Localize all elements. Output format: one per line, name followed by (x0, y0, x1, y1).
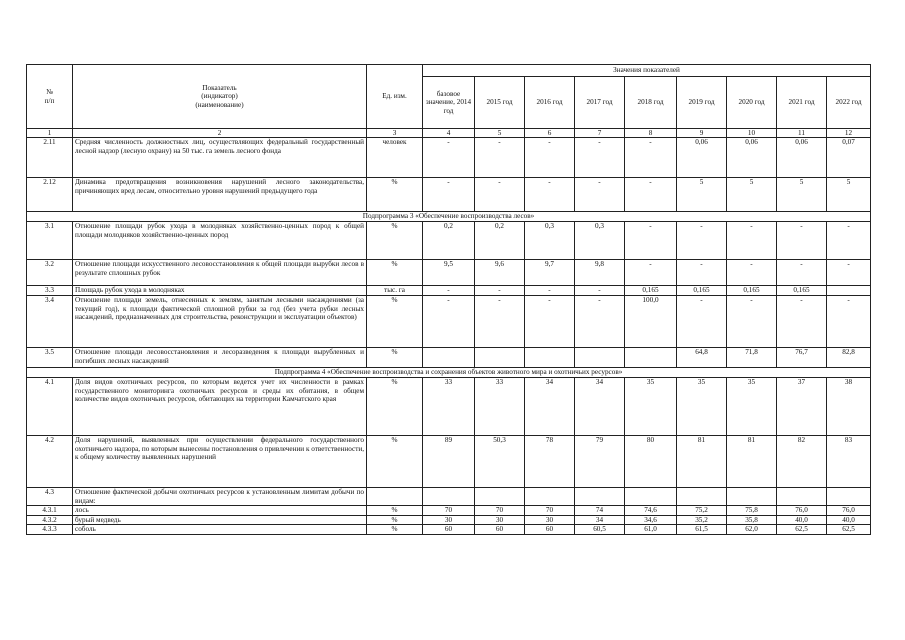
value-cell: 64,8 (677, 348, 727, 368)
value-cell: 35,8 (727, 515, 777, 525)
indicator-name: Динамика предотвращения возникновения нарушений лесного законодательства, причиняющих вред лесам, относительно уровня нарушений предыдущего года (73, 178, 367, 212)
value-cell (525, 488, 575, 506)
value-cell: 5 (677, 178, 727, 212)
value-cell: 40,0 (827, 515, 871, 525)
value-cell: 33 (475, 378, 525, 436)
value-cell: 70 (423, 506, 475, 516)
header-year-3: 2017 год (575, 77, 625, 129)
table-body (27, 138, 871, 535)
indicator-name: Отношение площади лесовосстановления и лесоразведения к площади вырубленных и погибших лесных насаждений (73, 348, 367, 368)
value-cell: - (727, 260, 777, 286)
row-number: 3.1 (27, 222, 73, 260)
value-cell: 9,7 (525, 260, 575, 286)
indicator-name: Отношение площади искусственного лесовосстановления к общей площади вырубки лесов в результате сплошных рубок (73, 260, 367, 286)
value-cell: 78 (525, 436, 575, 488)
value-cell: 50,3 (475, 436, 525, 488)
unit-cell: % (367, 348, 423, 368)
value-cell: 82 (777, 436, 827, 488)
value-cell: 30 (423, 515, 475, 525)
value-cell: 74 (575, 506, 625, 516)
table-row (27, 222, 871, 260)
table-row (27, 506, 871, 516)
value-cell: 70 (475, 506, 525, 516)
header-year-5: 2019 год (677, 77, 727, 129)
value-cell: 76,0 (777, 506, 827, 516)
table-header (27, 65, 871, 138)
unit-cell: % (367, 436, 423, 488)
value-cell: 62,5 (777, 525, 827, 535)
value-cell (575, 488, 625, 506)
value-cell: 37 (777, 378, 827, 436)
unit-cell: человек (367, 138, 423, 178)
value-cell: 30 (475, 515, 525, 525)
value-cell: - (777, 296, 827, 348)
section-title: Подпрограмма 3 «Обеспечение воспроизводства лесов» (27, 212, 871, 222)
header-colnum-3: 3 (367, 129, 423, 138)
value-cell: 60 (475, 525, 525, 535)
header-num: № п/п (27, 65, 73, 129)
value-cell: - (575, 178, 625, 212)
unit-cell: % (367, 506, 423, 516)
value-cell: 0,06 (677, 138, 727, 178)
header-colnum-5: 5 (475, 129, 525, 138)
header-year-7: 2021 год (777, 77, 827, 129)
value-cell: 0,2 (423, 222, 475, 260)
value-cell: - (575, 286, 625, 296)
value-cell: 0,2 (475, 222, 525, 260)
value-cell: 89 (423, 436, 475, 488)
value-cell: - (475, 286, 525, 296)
value-cell: 0,06 (777, 138, 827, 178)
value-cell: - (677, 260, 727, 286)
table-row (27, 286, 871, 296)
unit-cell: % (367, 515, 423, 525)
row-number: 3.5 (27, 348, 73, 368)
table-row (27, 260, 871, 286)
value-cell: - (777, 222, 827, 260)
unit-cell: % (367, 178, 423, 212)
row-number: 2.12 (27, 178, 73, 212)
value-cell: - (827, 222, 871, 260)
value-cell: 0,165 (625, 286, 677, 296)
header-colnum-10: 10 (727, 129, 777, 138)
value-cell: - (777, 260, 827, 286)
indicator-name: соболь (73, 525, 367, 535)
header-colnum-4: 4 (423, 129, 475, 138)
value-cell: 9,5 (423, 260, 475, 286)
table-row (27, 296, 871, 348)
value-cell (423, 488, 475, 506)
row-number: 4.3.3 (27, 525, 73, 535)
value-cell: - (575, 138, 625, 178)
value-cell: 34 (525, 378, 575, 436)
header-year-2: 2016 год (525, 77, 575, 129)
value-cell: 30 (525, 515, 575, 525)
indicator-name: Отношение площади земель, отнесенных к землям, занятым лесными насаждениями (за текущий год), к площади фактической сплошной рубки за год (без учета рубки лесных насаждений, предназначенных для строительства, реконструкции и эксплуатации объектов) (73, 296, 367, 348)
value-cell: - (827, 260, 871, 286)
indicator-name: Отношение площади рубок ухода в молодняках хозяйственно-ценных пород к общей площади молодняков хозяйственно-ценных пород (73, 222, 367, 260)
value-cell: 83 (827, 436, 871, 488)
header-values-group: Значения показателей (423, 65, 871, 77)
value-cell: - (525, 138, 575, 178)
value-cell (827, 488, 871, 506)
unit-cell: % (367, 222, 423, 260)
value-cell: 34 (575, 515, 625, 525)
value-cell: - (475, 296, 525, 348)
value-cell: - (423, 296, 475, 348)
table-row (27, 515, 871, 525)
value-cell: 60 (525, 525, 575, 535)
value-cell: 34 (575, 378, 625, 436)
row-number: 4.3.2 (27, 515, 73, 525)
value-cell: 80 (625, 436, 677, 488)
unit-cell: % (367, 378, 423, 436)
value-cell: - (625, 260, 677, 286)
value-cell: 5 (777, 178, 827, 212)
header-year-1: 2015 год (475, 77, 525, 129)
value-cell: - (423, 138, 475, 178)
value-cell: 0,07 (827, 138, 871, 178)
value-cell (727, 488, 777, 506)
header-colnum-1: 1 (27, 129, 73, 138)
indicator-name: бурый медведь (73, 515, 367, 525)
value-cell: 9,8 (575, 260, 625, 286)
value-cell: 81 (727, 436, 777, 488)
value-cell: 75,8 (727, 506, 777, 516)
value-cell: 62,5 (827, 525, 871, 535)
unit-cell: % (367, 525, 423, 535)
value-cell: - (625, 222, 677, 260)
value-cell: - (727, 296, 777, 348)
header-year-8: 2022 год (827, 77, 871, 129)
value-cell: 60 (423, 525, 475, 535)
value-cell: 60,5 (575, 525, 625, 535)
value-cell: - (423, 178, 475, 212)
indicator-name: лось (73, 506, 367, 516)
row-number: 3.3 (27, 286, 73, 296)
table-row (27, 436, 871, 488)
value-cell: 71,8 (727, 348, 777, 368)
value-cell (525, 348, 575, 368)
indicators-table (26, 64, 871, 535)
header-colnum-9: 9 (677, 129, 727, 138)
header-colnum-12: 12 (827, 129, 871, 138)
indicator-name: Доля нарушений, выявленных при осуществлении федерального государственного охотничьего надзора, по которым вынесены постановления о привлечении к ответственности, к общему количеству выявленных нарушений (73, 436, 367, 488)
value-cell: 0,165 (727, 286, 777, 296)
value-cell: 76,0 (827, 506, 871, 516)
value-cell: 34,6 (625, 515, 677, 525)
value-cell: 0,3 (575, 222, 625, 260)
header-indicator: Показатель (индикатор) (наименование) (73, 65, 367, 129)
value-cell: - (827, 296, 871, 348)
unit-cell: % (367, 296, 423, 348)
indicator-name: Доля видов охотничьих ресурсов, по которым ведется учет их численности в рамках государственного мониторинга охотничьих ресурсов и среды их обитания, в общем количестве видов охотничьих ресурсов, обитающих на территории Камчатского края (73, 378, 367, 436)
header-colnum-row (27, 129, 871, 138)
row-number: 3.4 (27, 296, 73, 348)
value-cell: 5 (827, 178, 871, 212)
document-page (26, 64, 870, 535)
indicator-name: Площадь рубок ухода в молодняках (73, 286, 367, 296)
row-number: 4.1 (27, 378, 73, 436)
indicator-name: Отношение фактической добычи охотничьих ресурсов к установленным лимитам добычи по видам: (73, 488, 367, 506)
section-row (27, 368, 871, 378)
value-cell: 5 (727, 178, 777, 212)
value-cell: 0,165 (677, 286, 727, 296)
value-cell: 0,06 (727, 138, 777, 178)
value-cell: 35 (727, 378, 777, 436)
value-cell: - (677, 296, 727, 348)
value-cell: - (575, 296, 625, 348)
header-year-4: 2018 год (625, 77, 677, 129)
value-cell: - (625, 138, 677, 178)
table-row (27, 138, 871, 178)
header-colnum-8: 8 (625, 129, 677, 138)
indicator-name: Средняя численность должностных лиц, осуществляющих федеральный государственный лесной надзор (лесную охрану) на 50 тыс. га земель лесного фонда (73, 138, 367, 178)
value-cell: 0,3 (525, 222, 575, 260)
value-cell: 0,165 (777, 286, 827, 296)
value-cell: 61,5 (677, 525, 727, 535)
value-cell: 61,0 (625, 525, 677, 535)
value-cell: - (525, 178, 575, 212)
header-unit: Ед. изм. (367, 65, 423, 129)
unit-cell: % (367, 260, 423, 286)
header-year-0: базовое значение, 2014 год (423, 77, 475, 129)
header-colnum-7: 7 (575, 129, 625, 138)
unit-cell (367, 488, 423, 506)
table-row (27, 525, 871, 535)
value-cell: - (525, 286, 575, 296)
value-cell (625, 348, 677, 368)
value-cell: 79 (575, 436, 625, 488)
table-row (27, 348, 871, 368)
value-cell: 70 (525, 506, 575, 516)
value-cell: 62,0 (727, 525, 777, 535)
value-cell: 35 (677, 378, 727, 436)
row-number: 4.3 (27, 488, 73, 506)
value-cell: 9,6 (475, 260, 525, 286)
value-cell: 100,0 (625, 296, 677, 348)
value-cell (475, 348, 525, 368)
table-row (27, 378, 871, 436)
header-year-6: 2020 год (727, 77, 777, 129)
value-cell: 81 (677, 436, 727, 488)
row-number: 4.2 (27, 436, 73, 488)
value-cell: 40,0 (777, 515, 827, 525)
unit-cell: тыс. га (367, 286, 423, 296)
value-cell: 33 (423, 378, 475, 436)
value-cell: 75,2 (677, 506, 727, 516)
row-number: 2.11 (27, 138, 73, 178)
value-cell: 82,8 (827, 348, 871, 368)
value-cell: - (677, 222, 727, 260)
value-cell: - (525, 296, 575, 348)
table-row (27, 178, 871, 212)
value-cell: 74,6 (625, 506, 677, 516)
value-cell: - (423, 286, 475, 296)
value-cell: - (727, 222, 777, 260)
header-colnum-11: 11 (777, 129, 827, 138)
row-number: 3.2 (27, 260, 73, 286)
value-cell (575, 348, 625, 368)
value-cell (827, 286, 871, 296)
value-cell: - (625, 178, 677, 212)
value-cell: 35,2 (677, 515, 727, 525)
value-cell: - (475, 138, 525, 178)
value-cell (677, 488, 727, 506)
value-cell: - (475, 178, 525, 212)
value-cell (423, 348, 475, 368)
value-cell (625, 488, 677, 506)
header-colnum-2: 2 (73, 129, 367, 138)
value-cell: 35 (625, 378, 677, 436)
value-cell (475, 488, 525, 506)
row-number: 4.3.1 (27, 506, 73, 516)
header-colnum-6: 6 (525, 129, 575, 138)
table-row (27, 488, 871, 506)
section-title: Подпрограмма 4 «Обеспечение воспроизводства и сохранения объектов животного мира и охотничьих ресурсов» (27, 368, 871, 378)
section-row (27, 212, 871, 222)
value-cell: 38 (827, 378, 871, 436)
value-cell: 76,7 (777, 348, 827, 368)
value-cell (777, 488, 827, 506)
